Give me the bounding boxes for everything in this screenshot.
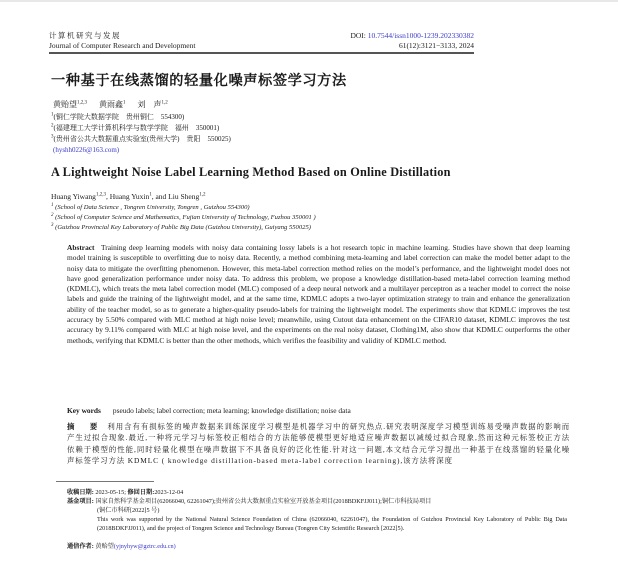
fund-info-cont: (铜仁市科研[2022]5 号) [97, 507, 160, 514]
fund-info-en: This work was supported by the National Natural Science Foundation of China (62066040, 62261047), the Foundation of Guizhou Provincial Key Laboratory of Public Big Data (2018BDKFJJ011), and the project of Tongren Science and Technology Bureau (Tongren City Scientific Research [2022]5). [97, 516, 567, 532]
author: 刘 声$^{1,2}$ [137, 100, 168, 109]
author: 黄雨鑫$^1$ [99, 100, 126, 109]
doi-link[interactable]: 10.7544/issn1000-1239.202330382 [367, 31, 474, 40]
chinese-title: 一种基于在线蒸馏的轻量化噪声标签学习方法 [51, 73, 347, 89]
viewer-top-band [0, 0, 618, 2]
english-title: A Lightweight Noise Label Learning Method Based on Online Distillation [51, 165, 451, 179]
abstract-label: Abstract [67, 243, 95, 252]
received-dates: 收稿日期: 2023-05-15; 修回日期:2023-12-04 [67, 489, 184, 496]
keywords-text: pseudo labels; label correction; meta learning; knowledge distillation; noise data [112, 406, 351, 415]
english-abstract [67, 243, 570, 346]
abstract-text: Training deep learning models with noisy data containing lossy labels is a hot research topic in machine learning. Studies have shown that deep learning model training is susceptible to overfitting due to noisy data. Recently, a method combining meta-learning and label correction can make the model better adapt to the noisy data to mitigate the overfitting phenomenon. However, this meta-label correction method relies on the model’s performance, and the lightweight model does not have good generalization performance under noisy data. To address this problem, we propose a knowledge distillation-based meta-label correction learning method (KDMLC), which treats the meta label correction model (MLC) composed of a deep neural network and a multilayer perceptron as a teacher model to correct the noise labels and guide the training of the lightweight model, and at the same time, KDMLC adopts a two-layer optimization strategy to train and enhance the generalization ability of the teacher model, so as to generate a higher-quality pseudo-labels for training the lightweight model. The experiments show that KDMLC improves the test accuracy by 5.50% compared with MLC method at high noise level; meanwhile, using Cutout data enhancement on the CIFAR10 dataset, KDMLC improves the test accuracy by 9.11% compared with MLC at high noise level, and the experiments on the real noisy dataset, Clothing1M, also show that KDMLC outperforms the other methods, verifying that KDMLC is better than the other methods, which verifies the feasibility and validity of KDMLC method. [67, 243, 571, 345]
doi-citation-block [350, 31, 474, 51]
keywords-label: Key words [67, 406, 101, 415]
english-affiliation: $^3$ (Guizhou Provincial Key Laboratory of Public Big Data (Guizhou University), Guiyang 550025) [51, 222, 311, 231]
corresponding-author: 通信作者: 黄贻望(yjnyhyw@gztrc.edu.cn) [67, 543, 176, 550]
author: 黄贻望$^{1,2,3}$ [53, 100, 87, 109]
header-rule [49, 52, 474, 54]
chinese-affiliation: $^1$(铜仁学院大数据学院 贵州铜仁 554300) [51, 112, 185, 121]
chinese-abstract [67, 421, 570, 466]
keywords [67, 406, 351, 415]
citation: 61(12):3121−3133, 2024 [398, 41, 474, 50]
english-affiliation: $^2$ (School of Computer Science and Mathematics, Fujian University of Technology, Fuzhou 350001 ) [51, 212, 316, 221]
english-affiliation: $^1$ (School of Data Science , Tongren University, Tongren , Guizhou 554300) [51, 202, 250, 211]
fund-info: 基金项目: 国家自然科学基金项目(62066040, 62261047);贵州省公共大数据重点实验室开放基金项目(2018BDKFJJ011);铜仁市科技局项目 [67, 498, 432, 505]
footnote-rule [56, 481, 154, 482]
corresponding-email[interactable]: (yjnyhyw@gztrc.edu.cn) [113, 543, 176, 550]
chinese-affiliation: $^2$(福建理工大学计算机科学与数学学院 福州 350001) [51, 123, 220, 132]
chinese-affiliation: $^3$(贵州省公共大数据重点实验室(贵州大学) 贵阳 550025) [51, 134, 231, 143]
chinese-abstract-text: 利用含有有损标签的噪声数据来训练深度学习模型是机器学习中的研究热点.研究表明深度学习模型训练易受噪声数据的影响而产生过拟合现象.最近,一种将元学习与标签校正相结合的方法能够使模型更好地适应噪声数据以减缓过拟合现象,然而这种元标签校正方法依赖于模型的性能,同时轻量化模型在噪声数据下不具备良好的泛化性能.针对这一问题,本文结合元学习提出一种基于在线蒸馏的轻量化噪声标签学习方法 KDMLC ( knowledge distillation-based meta-label correction learning),该方法将深度 [67, 422, 570, 465]
doi-label: DOI: [350, 31, 366, 40]
journal-name-cn: 计算机研究与发展 [49, 31, 121, 40]
author-email[interactable]: (hyshh0226@163.com) [53, 146, 120, 154]
journal-header [49, 31, 195, 51]
chinese-authors [53, 99, 178, 110]
english-authors: Huang Yiwang$^{1,2,3}$, Huang Yuxin$^1$, and Liu Sheng$^{1,2}$ [51, 192, 206, 201]
journal-name-en: Journal of Computer Research and Development [49, 41, 196, 50]
chinese-abstract-label: 摘 要 [67, 422, 102, 431]
